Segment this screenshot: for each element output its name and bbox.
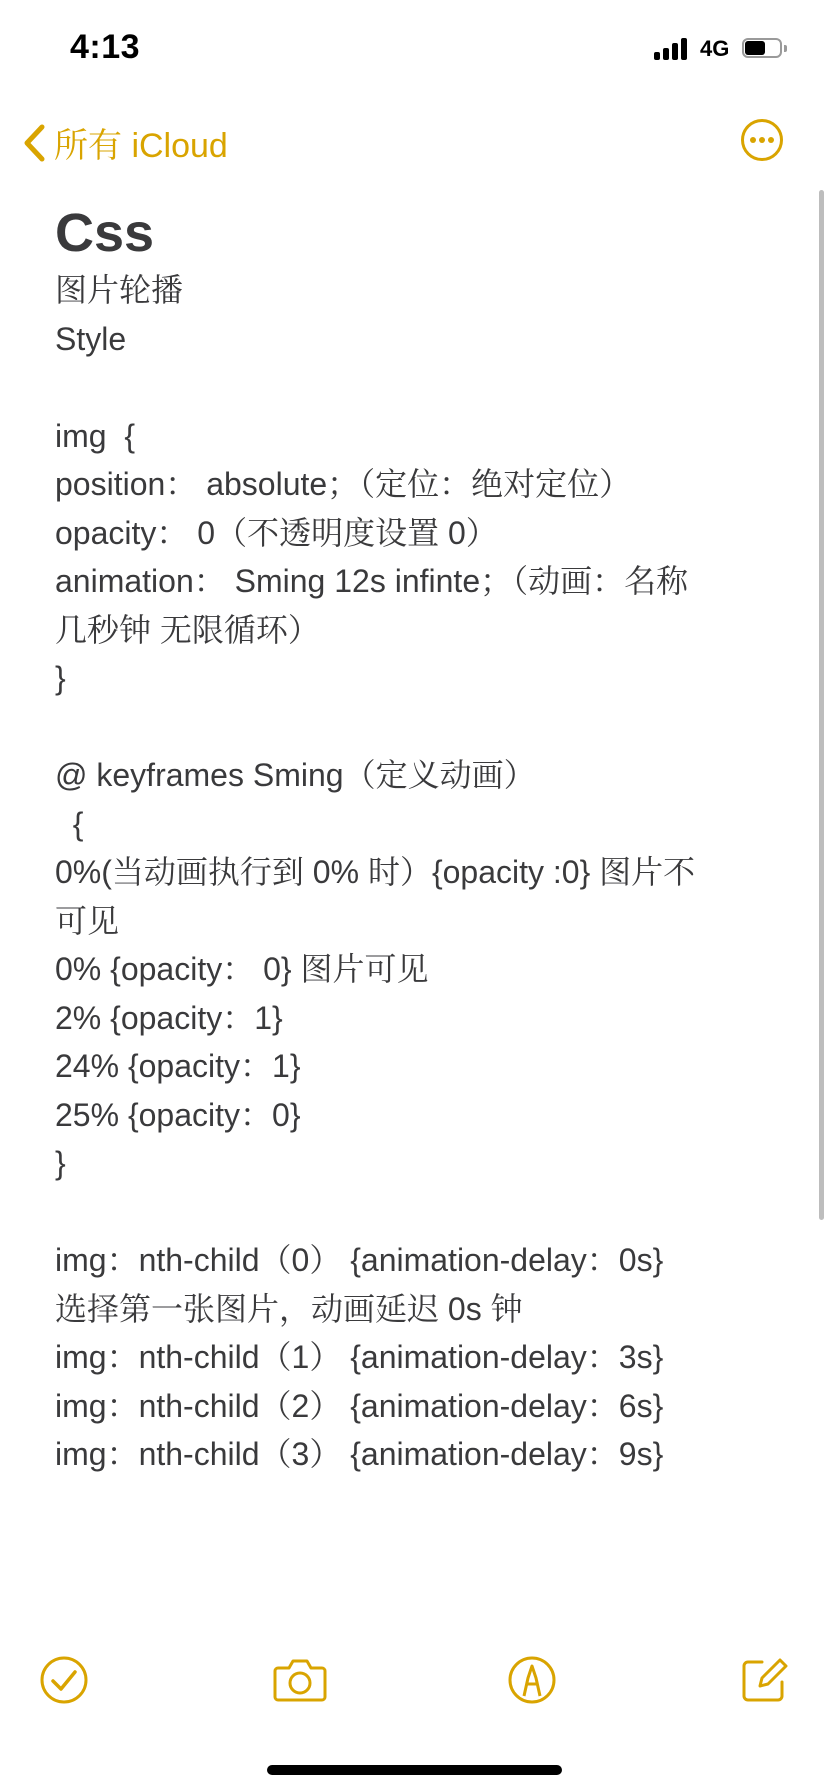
battery-icon [742, 38, 788, 60]
note-text [55, 266, 775, 1479]
note-line: position： absolute；（定位：绝对定位） [55, 466, 632, 502]
home-indicator[interactable] [267, 1765, 562, 1775]
back-button[interactable] [22, 118, 228, 167]
note-line [55, 363, 775, 412]
note-body[interactable] [55, 200, 775, 1479]
chevron-left-icon [22, 123, 46, 163]
note-line: 可见 [55, 902, 120, 939]
compose-icon [738, 1654, 790, 1706]
compose-button[interactable] [738, 1654, 790, 1706]
note-line [55, 1188, 775, 1237]
camera-button[interactable] [272, 1654, 328, 1706]
note-line: 25% {opacity：0} [55, 1096, 301, 1133]
note-line: animation： Sming 12s infinte；（动画：名称 [55, 563, 689, 599]
note-line: img：nth-child（0） {animation-delay：0s} [55, 1242, 664, 1278]
note-line: 图片轮播 [55, 272, 184, 308]
note-line: img：nth-child（1） {animation-delay：3s} [55, 1339, 664, 1375]
note-line: 0% {opacity： 0} 图片可见 [55, 951, 429, 987]
network-type: 4G [700, 36, 730, 61]
checklist-icon [38, 1654, 90, 1706]
markup-pen-icon [506, 1654, 558, 1706]
markup-button[interactable] [506, 1654, 558, 1706]
note-title: Css [55, 203, 155, 263]
ellipsis-circle-icon [740, 118, 784, 162]
signal-icon [654, 36, 690, 60]
scroll-indicator[interactable] [819, 190, 824, 1220]
camera-icon [272, 1654, 328, 1706]
note-line: @ keyframes Sming（定义动画） [55, 757, 536, 793]
status-bar [0, 0, 828, 100]
back-button-label: 所有 iCloud [54, 127, 228, 165]
note-line: 几秒钟 无限循环） [55, 611, 320, 648]
note-line: 0%(当动画执行到 0% 时）{opacity :0} 图片不 [55, 854, 696, 890]
note-line: 24% {opacity：1} [55, 1048, 301, 1084]
note-line: 选择第一张图片，动画延迟 0s 钟 [55, 1290, 523, 1327]
note-line: img { [55, 417, 136, 454]
note-line: opacity： 0（不透明度设置 0） [55, 514, 498, 551]
note-line [55, 703, 775, 752]
checklist-button[interactable] [38, 1654, 90, 1706]
note-line: { [55, 805, 84, 842]
note-line: img：nth-child（2） {animation-delay：6s} [55, 1387, 664, 1424]
note-line: img：nth-child（3） {animation-delay：9s} [55, 1436, 664, 1472]
note-line: } [55, 1145, 66, 1181]
status-time: 4:13 [70, 28, 141, 66]
note-line: 2% {opacity：1} [55, 999, 283, 1036]
note-line: Style [55, 320, 127, 357]
more-options-button[interactable] [740, 118, 784, 162]
note-line: } [55, 660, 66, 696]
